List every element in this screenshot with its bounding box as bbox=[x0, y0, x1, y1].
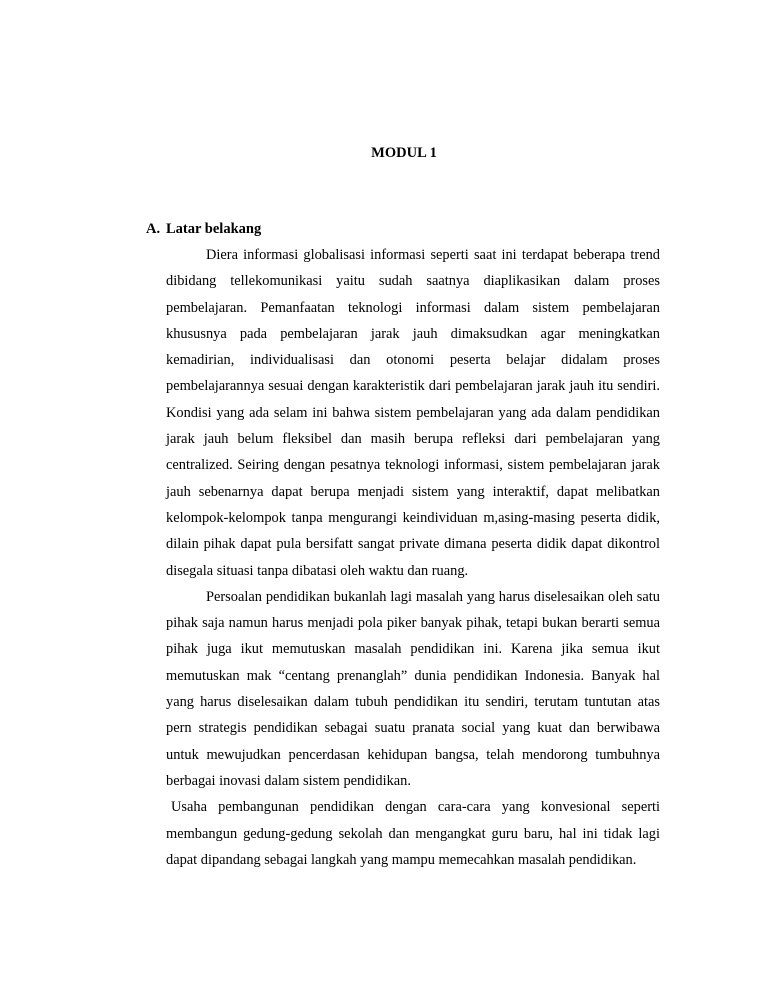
paragraph-3: Usaha pembangunan pendidikan dengan cara-cara yang konvesional seperti membangun gedung-gedung sekolah dan mengangkat guru baru, hal ini tidak lagi dapat dipandang sebagai langkah yang mampu memecahkan masalah pendidikan. bbox=[166, 799, 660, 868]
section-marker: A. bbox=[146, 221, 161, 237]
section-heading-text: Latar belakang bbox=[166, 221, 262, 237]
section-heading bbox=[146, 219, 261, 239]
section-body bbox=[166, 242, 660, 873]
paragraph-1: Diera informasi globalisasi informasi seperti saat ini terdapat beberapa trend dibidang tellekomunikasi yaitu sudah saatnya diaplikasikan dalam proses pembelajaran. Pemanfaatan teknologi informasi dalam sistem pembelajaran khususnya pada pembelajaran jarak jauh dimaksudkan agar meningkatkan kemadirian, individualisasi dan otonomi peserta belajar didalam proses pembelajarannya sesuai dengan karakteristik dari pembelajaran jarak jauh itu sendiri. Kondisi yang ada selam ini bahwa sistem pembelajaran yang ada dalam pendidikan jarak jauh belum fleksibel dan masih berupa refleksi dari pembelajaran yang centralized. Seiring dengan pesatnya teknologi informasi, sistem pembelajaran jarak jauh sebenarnya dapat berupa menjadi sistem yang interaktif, dapat melibatkan kelompok-kelompok tanpa mengurangi keindividuan m,asing-masing peserta didik, dilain pihak dapat pula bersifatt sangat private dimana peserta didik dapat dikontrol disegala situasi tanpa dibatasi oleh waktu dan ruang. bbox=[166, 247, 660, 579]
paragraph-2: Persoalan pendidikan bukanlah lagi masalah yang harus diselesaikan oleh satu pihak saja namun harus menjadi pola piker banyak pihak, tetapi bukan berarti semua pihak juga ikut memutuskan masalah pendidikan ini. Karena jika semua ikut memutuskan mak “centang prenanglah” dunia pendidikan Indonesia. Banyak hal yang harus diselesaikan dalam tubuh pendidikan itu sendiri, terutam tuntutan atas pern strategis pendidikan sebagai suatu pranata social yang kuat dan berwibawa untuk mewujudkan pencerdasan kehidupan bangsa, telah mendorong tumbuhnya berbagai inovasi dalam sistem pendidikan. bbox=[166, 588, 660, 789]
document-title: MODUL 1 bbox=[371, 145, 437, 161]
